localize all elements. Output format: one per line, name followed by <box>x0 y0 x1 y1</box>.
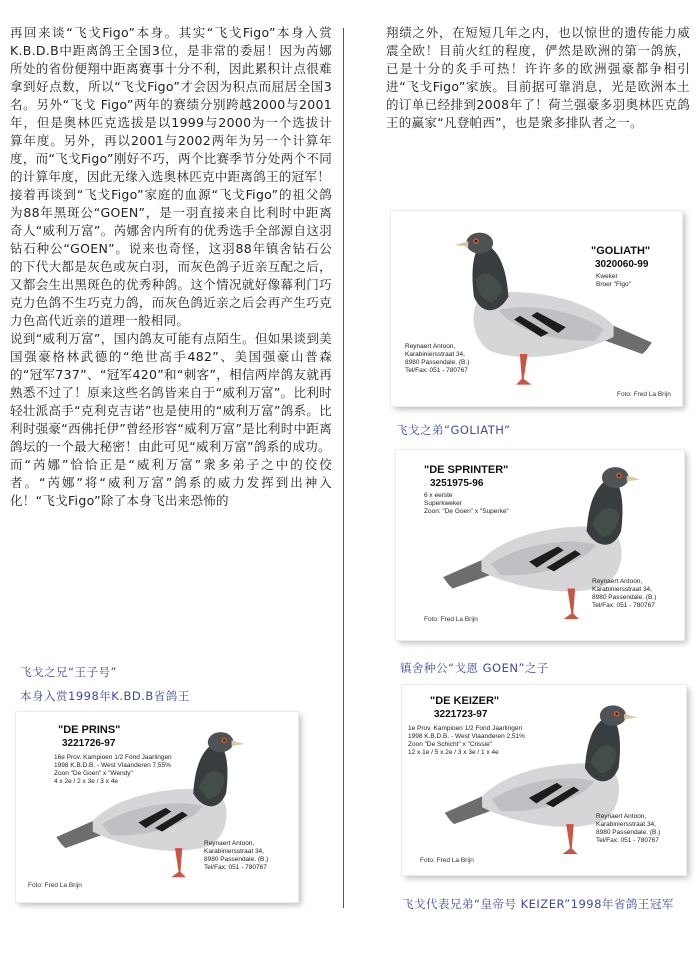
pigeon-details-sprinter: 6 x eerste Superkweker Zoon: "De Goen" x "Superke" <box>424 492 509 515</box>
caption-keizer: 飞戈代表兄弟“皇帝号 KEIZER”1998年省鸽王冠军 <box>402 897 674 911</box>
caption-goliath: 飞戈之弟“GOLIATH” <box>396 423 511 437</box>
photo-credit-prins: Foto: Fred La Brijn <box>28 882 82 889</box>
owner-address-prins: Reynaert Antoon, Karabiniersstraat 34, 8980 Passendale. (B.) Tel/Fax: 051 - 780767 <box>204 840 269 871</box>
photo-credit-sprinter: Foto: Fred La Brijn <box>424 616 478 623</box>
left-paragraph-2: 接着再谈到“飞戈Figo”家庭的血源“飞戈Figo”的祖父鸽为88年黑斑公“GOEN”，是一羽直接来自比利时中距离奇人“威利万富”。芮娜舍内所有的优秀选手全部源自这羽钻石种公“GOEN”。说来也奇怪，这羽88年镇舍钻石公的下代大都是灰色或灰白羽，而灰色鸽子近亲互配之后，又都会生出黑斑色的优秀种鸽。这个情况就好像幕利门巧克力色鸽不生巧克力鸽，而灰色鸽近亲之后会再产生巧克力色高代近亲的道理一般相同。 <box>10 187 332 328</box>
photo-credit-goliath: Foto: Fred La Brijn <box>617 391 671 398</box>
pigeon-name-goliath: "GOLIATH" <box>591 245 651 257</box>
pigeon-name-prins: "DE PRINS" <box>58 724 121 736</box>
caption-sprinter: 镇舍种公“戈恩 GOEN”之子 <box>400 661 549 675</box>
left-paragraph-3: 说到“威利万富”，国内鸽友可能有点陌生。但如果谈到美国强豪格林武德的“绝世高手482”、美国强豪山普森的“冠军737”、“冠军420”和“刺客”，相信两岸鸽友就再熟悉不过了！原来这些名鸽皆来自于“威利万富”。比利时轻壮派高手“克利克吉诺”也是使用的“威利万富”鸽系。比利时强豪“西佛托伊”曾经形容“威利万富”是比利时中距离鸽坛的一个最大秘密！由此可见“威利万富”鸽系的成功。 <box>10 331 332 454</box>
caption-prins-title: 飞戈之兄“王子号” <box>20 665 117 679</box>
photo-card-sprinter <box>396 450 684 640</box>
ring-number-goliath: 3020060-99 <box>595 259 649 270</box>
owner-address-goliath: Reynaert Antoon, Karabiniersstraat 34, 8980 Passendale. (B.) Tel/Fax: 051 - 780767 <box>405 343 470 374</box>
ring-number-prins: 3221726-97 <box>62 738 116 749</box>
left-paragraph-4: 而“芮娜”恰恰正是“威利万富”衆多弟子之中的佼佼者。“芮娜”将“威利万富”鸽系的威力发挥到出神入化！“飞戈Figo”除了本身飞出来恐怖的 <box>10 457 332 508</box>
ring-number-keizer: 3221723-97 <box>434 709 488 720</box>
photo-card-prins <box>16 712 298 902</box>
owner-address-keizer: Reynaert Antoon, Karabiniersstraat 34, 8980 Passendale. (B.) Tel/Fax: 051 - 780767 <box>596 813 661 844</box>
left-column <box>10 24 332 510</box>
photo-credit-keizer: Foto: Fred La Brijn <box>420 857 474 864</box>
left-paragraph-1: 再回来谈“飞戈Figo”本身。其实“飞戈Figo”本身入赏K.B.D.B中距离鸽王全国3位，是非常的委屈！因为芮娜所处的省份便翔中距离赛事十分不利，因此累积计点很难拿到好点数，所以“飞戈Figo”才会因为积点而屈居全国3名。另外“飞戈 Figo”两年的赛绩分别跨越2000与2001年，但是奥林匹克选拔是以1999与2000为一个选拔计算年度。另外，再以2001与2002两年为另一个计算年度，而“飞戈Figo”刚好不巧，两个比赛季节分处两个不同的计算年度，因此无缘入选奥林匹克中距离鸽王的冠军！ <box>10 25 332 184</box>
column-divider <box>343 28 344 908</box>
pigeon-details-keizer: 1e Prov. Kampioen 1/2 Fond Jaarlingen 1998 K.B.D.B. - West Vlaanderen 2,51% Zoon "De Schicht" x "Crissie" 12 x 1e / 5 x 2e / 3 x 3e / 1 x 4e <box>408 725 525 756</box>
ring-number-sprinter: 3251975-96 <box>430 478 484 489</box>
pigeon-name-keizer: "DE KEIZER" <box>430 695 500 707</box>
right-column <box>386 24 690 132</box>
right-paragraph: 翔绩之外，在短短几年之内，也以惊世的遗传能力威震全欧！目前火红的程度，俨然是欧洲的第一鸽族，已是十分的炙手可热！许许多的欧洲强豪都争相引进“飞戈Figo”家族。目前据可靠消息，光是欧洲本土的订单已经排到2008年了！荷兰强豪多羽奥林匹克鸽王的赢家“凡登帕西”，也是衆多排队者之一。 <box>386 25 690 130</box>
pigeon-details-goliath: Kweker Broer "Figo" <box>596 273 631 288</box>
caption-prins-subtitle: 本身入赏1998年K.BD.B省鸽王 <box>20 689 190 703</box>
photo-card-keizer <box>402 685 686 875</box>
pigeon-details-prins: 16e Prov. Kampioen 1/2 Fond Jaarlingen 1998 K.B.D.B. - West Vlaanderen 7,55% Zoon "De Goen" x "Wendy" 4 x 2e / 2 x 3e / 3 x 4e <box>54 754 172 785</box>
owner-address-sprinter: Reynaert Antoon, Karabiniersstraat 34, 8980 Passendale. (B.) Tel/Fax: 051 - 780767 <box>592 578 657 609</box>
pigeon-name-sprinter: "DE SPRINTER" <box>424 464 509 476</box>
photo-card-goliath <box>391 211 682 406</box>
